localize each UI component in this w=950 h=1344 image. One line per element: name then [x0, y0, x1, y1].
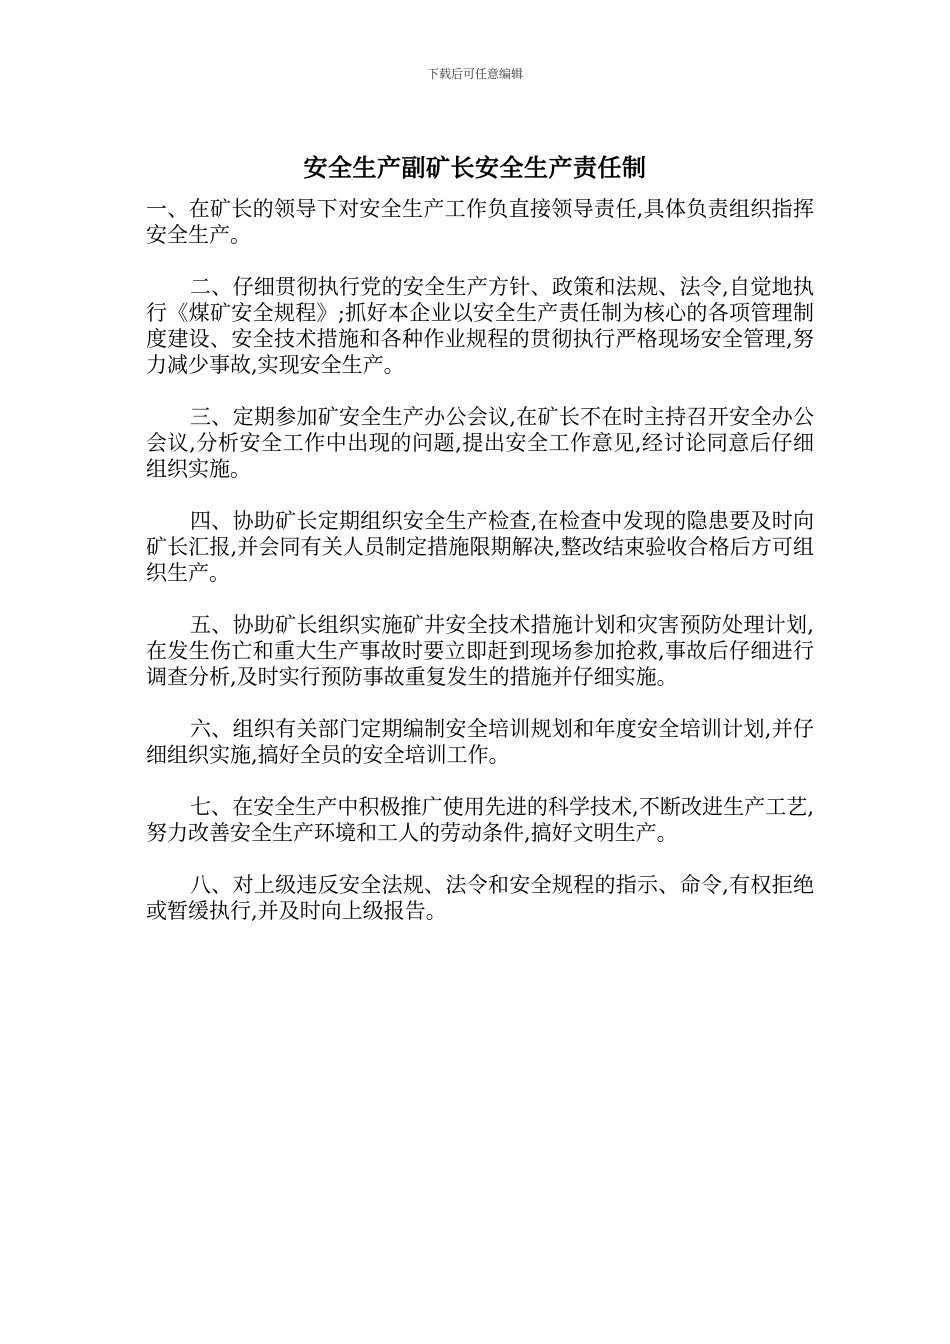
paragraph-3: 三、定期参加矿安全生产办公会议,在矿长不在时主持召开安全办公会议,分析安全工作中出现的问题,提出安全工作意见,经讨论同意后仔细组织实施。 — [146, 405, 814, 481]
paragraph-2: 二、仔细贯彻执行党的安全生产方针、政策和法规、法令,自觉地执行《煤矿安全规程》;抓好本企业以安全生产责任制为核心的各项管理制度建设、安全技术措施和各种作业规程的贯彻执行严格现场安全管理,努力减少事故,实现安全生产。 — [146, 275, 814, 377]
document-title: 安全生产副矿长安全生产责任制 — [303, 153, 647, 182]
document-body — [146, 196, 814, 950]
paragraph-1: 一、在矿长的领导下对安全生产工作负直接领导责任,具体负责组织指挥安全生产。 — [146, 197, 814, 247]
paragraph-8: 八、对上级违反安全法规、法令和安全规程的指示、命令,有权拒绝或暂缓执行,并及时向上级报告。 — [146, 873, 814, 923]
paragraph-6: 六、组织有关部门定期编制安全培训规划和年度安全培训计划,并仔细组织实施,搞好全员的安全培训工作。 — [146, 717, 814, 767]
header-note: 下载后可任意编辑 — [426, 67, 523, 81]
paragraph-4: 四、协助矿长定期组织安全生产检查,在检查中发现的隐患要及时向矿长汇报,并会同有关人员制定措施限期解决,整改结束验收合格后方可组织生产。 — [146, 509, 814, 585]
paragraph-7: 七、在安全生产中积极推广使用先进的科学技术,不断改进生产工艺,努力改善安全生产环境和工人的劳动条件,搞好文明生产。 — [146, 795, 814, 845]
paragraph-5: 五、协助矿长组织实施矿井安全技术措施计划和灾害预防处理计划,在发生伤亡和重大生产事故时要立即赶到现场参加抢救,事故后仔细进行调查分析,及时实行预防事故重复发生的措施并仔细实施。 — [146, 613, 814, 689]
